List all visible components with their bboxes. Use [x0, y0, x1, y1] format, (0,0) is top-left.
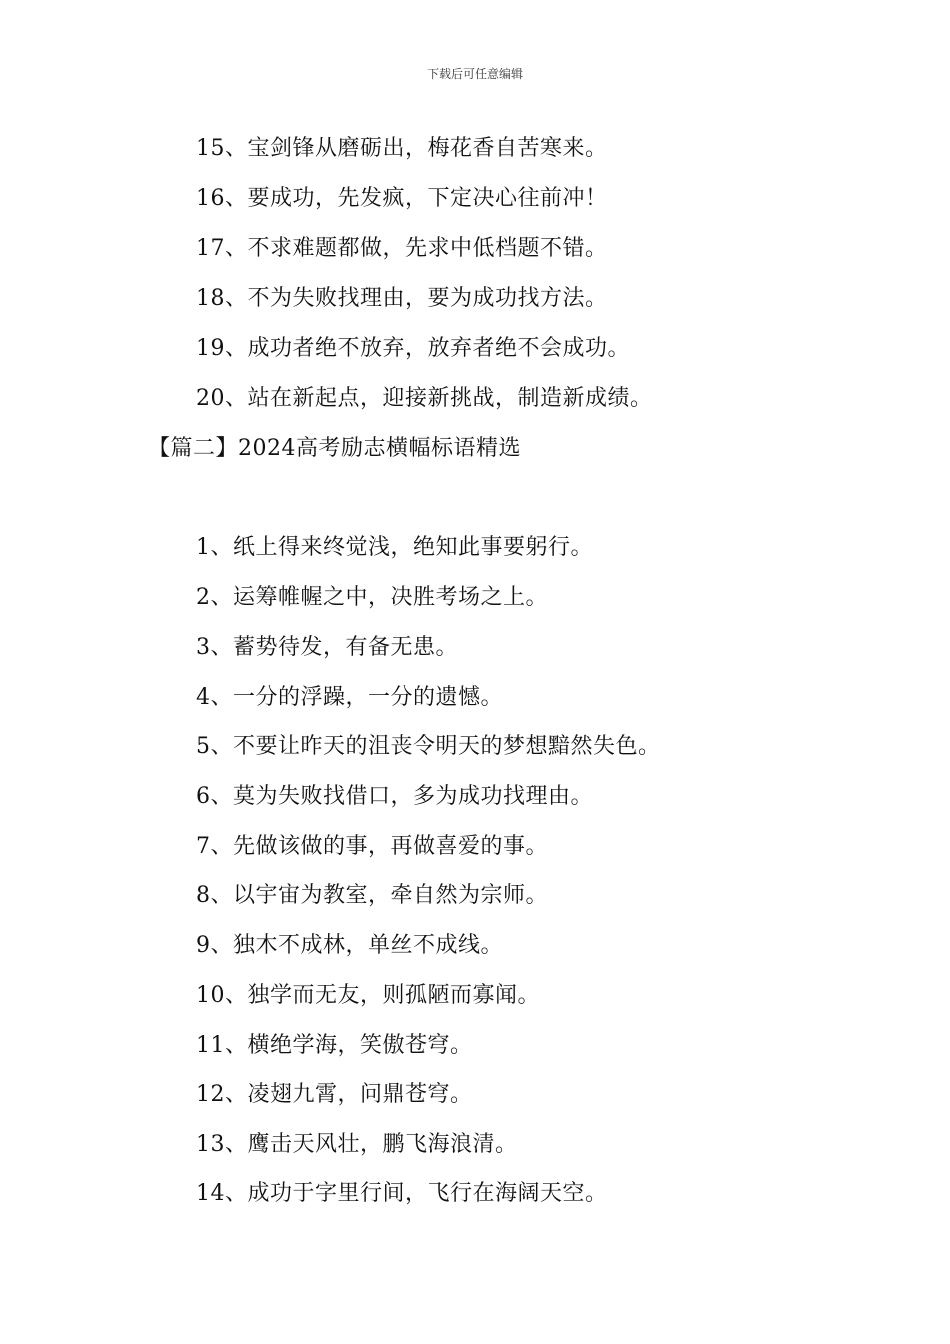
list-item: 8、以宇宙为教室，牵自然为宗师。 — [196, 883, 548, 908]
list-item: 4、一分的浮躁，一分的遗憾。 — [196, 685, 503, 710]
list-item: 15、宝剑锋从磨砺出，梅花香自苦寒来。 — [196, 136, 608, 161]
list-item: 10、独学而无友，则孤陋而寡闻。 — [196, 983, 540, 1008]
section-title: 【篇二】2024高考励志横幅标语精选 — [148, 436, 521, 461]
list-item: 17、不求难题都做，先求中低档题不错。 — [196, 236, 608, 261]
list-item: 20、站在新起点，迎接新挑战，制造新成绩。 — [196, 386, 653, 411]
list-item: 12、凌翅九霄，问鼎苍穹。 — [196, 1082, 473, 1107]
list-item: 7、先做该做的事，再做喜爱的事。 — [196, 834, 548, 859]
list-item: 13、鹰击天风壮，鹏飞海浪清。 — [196, 1132, 518, 1157]
list-item: 19、成功者绝不放弃，放弃者绝不会成功。 — [196, 336, 630, 361]
list-item: 3、蓄势待发，有备无患。 — [196, 635, 458, 660]
list-item: 9、独木不成林，单丝不成线。 — [196, 933, 503, 958]
list-item: 6、莫为失败找借口，多为成功找理由。 — [196, 784, 593, 809]
list-item: 18、不为失败找理由，要为成功找方法。 — [196, 286, 608, 311]
list-item: 2、运筹帷幄之中，决胜考场之上。 — [196, 585, 548, 610]
list-item: 14、成功于字里行间，飞行在海阔天空。 — [196, 1181, 608, 1206]
list-item: 16、要成功，先发疯，下定决心往前冲！ — [196, 186, 608, 211]
list-item: 5、不要让昨天的沮丧令明天的梦想黯然失色。 — [196, 734, 661, 759]
list-item: 11、横绝学海，笑傲苍穹。 — [196, 1033, 473, 1058]
list-item: 1、纸上得来终觉浅，绝知此事要躬行。 — [196, 535, 593, 560]
page-header-note: 下载后可任意编辑 — [426, 67, 523, 81]
